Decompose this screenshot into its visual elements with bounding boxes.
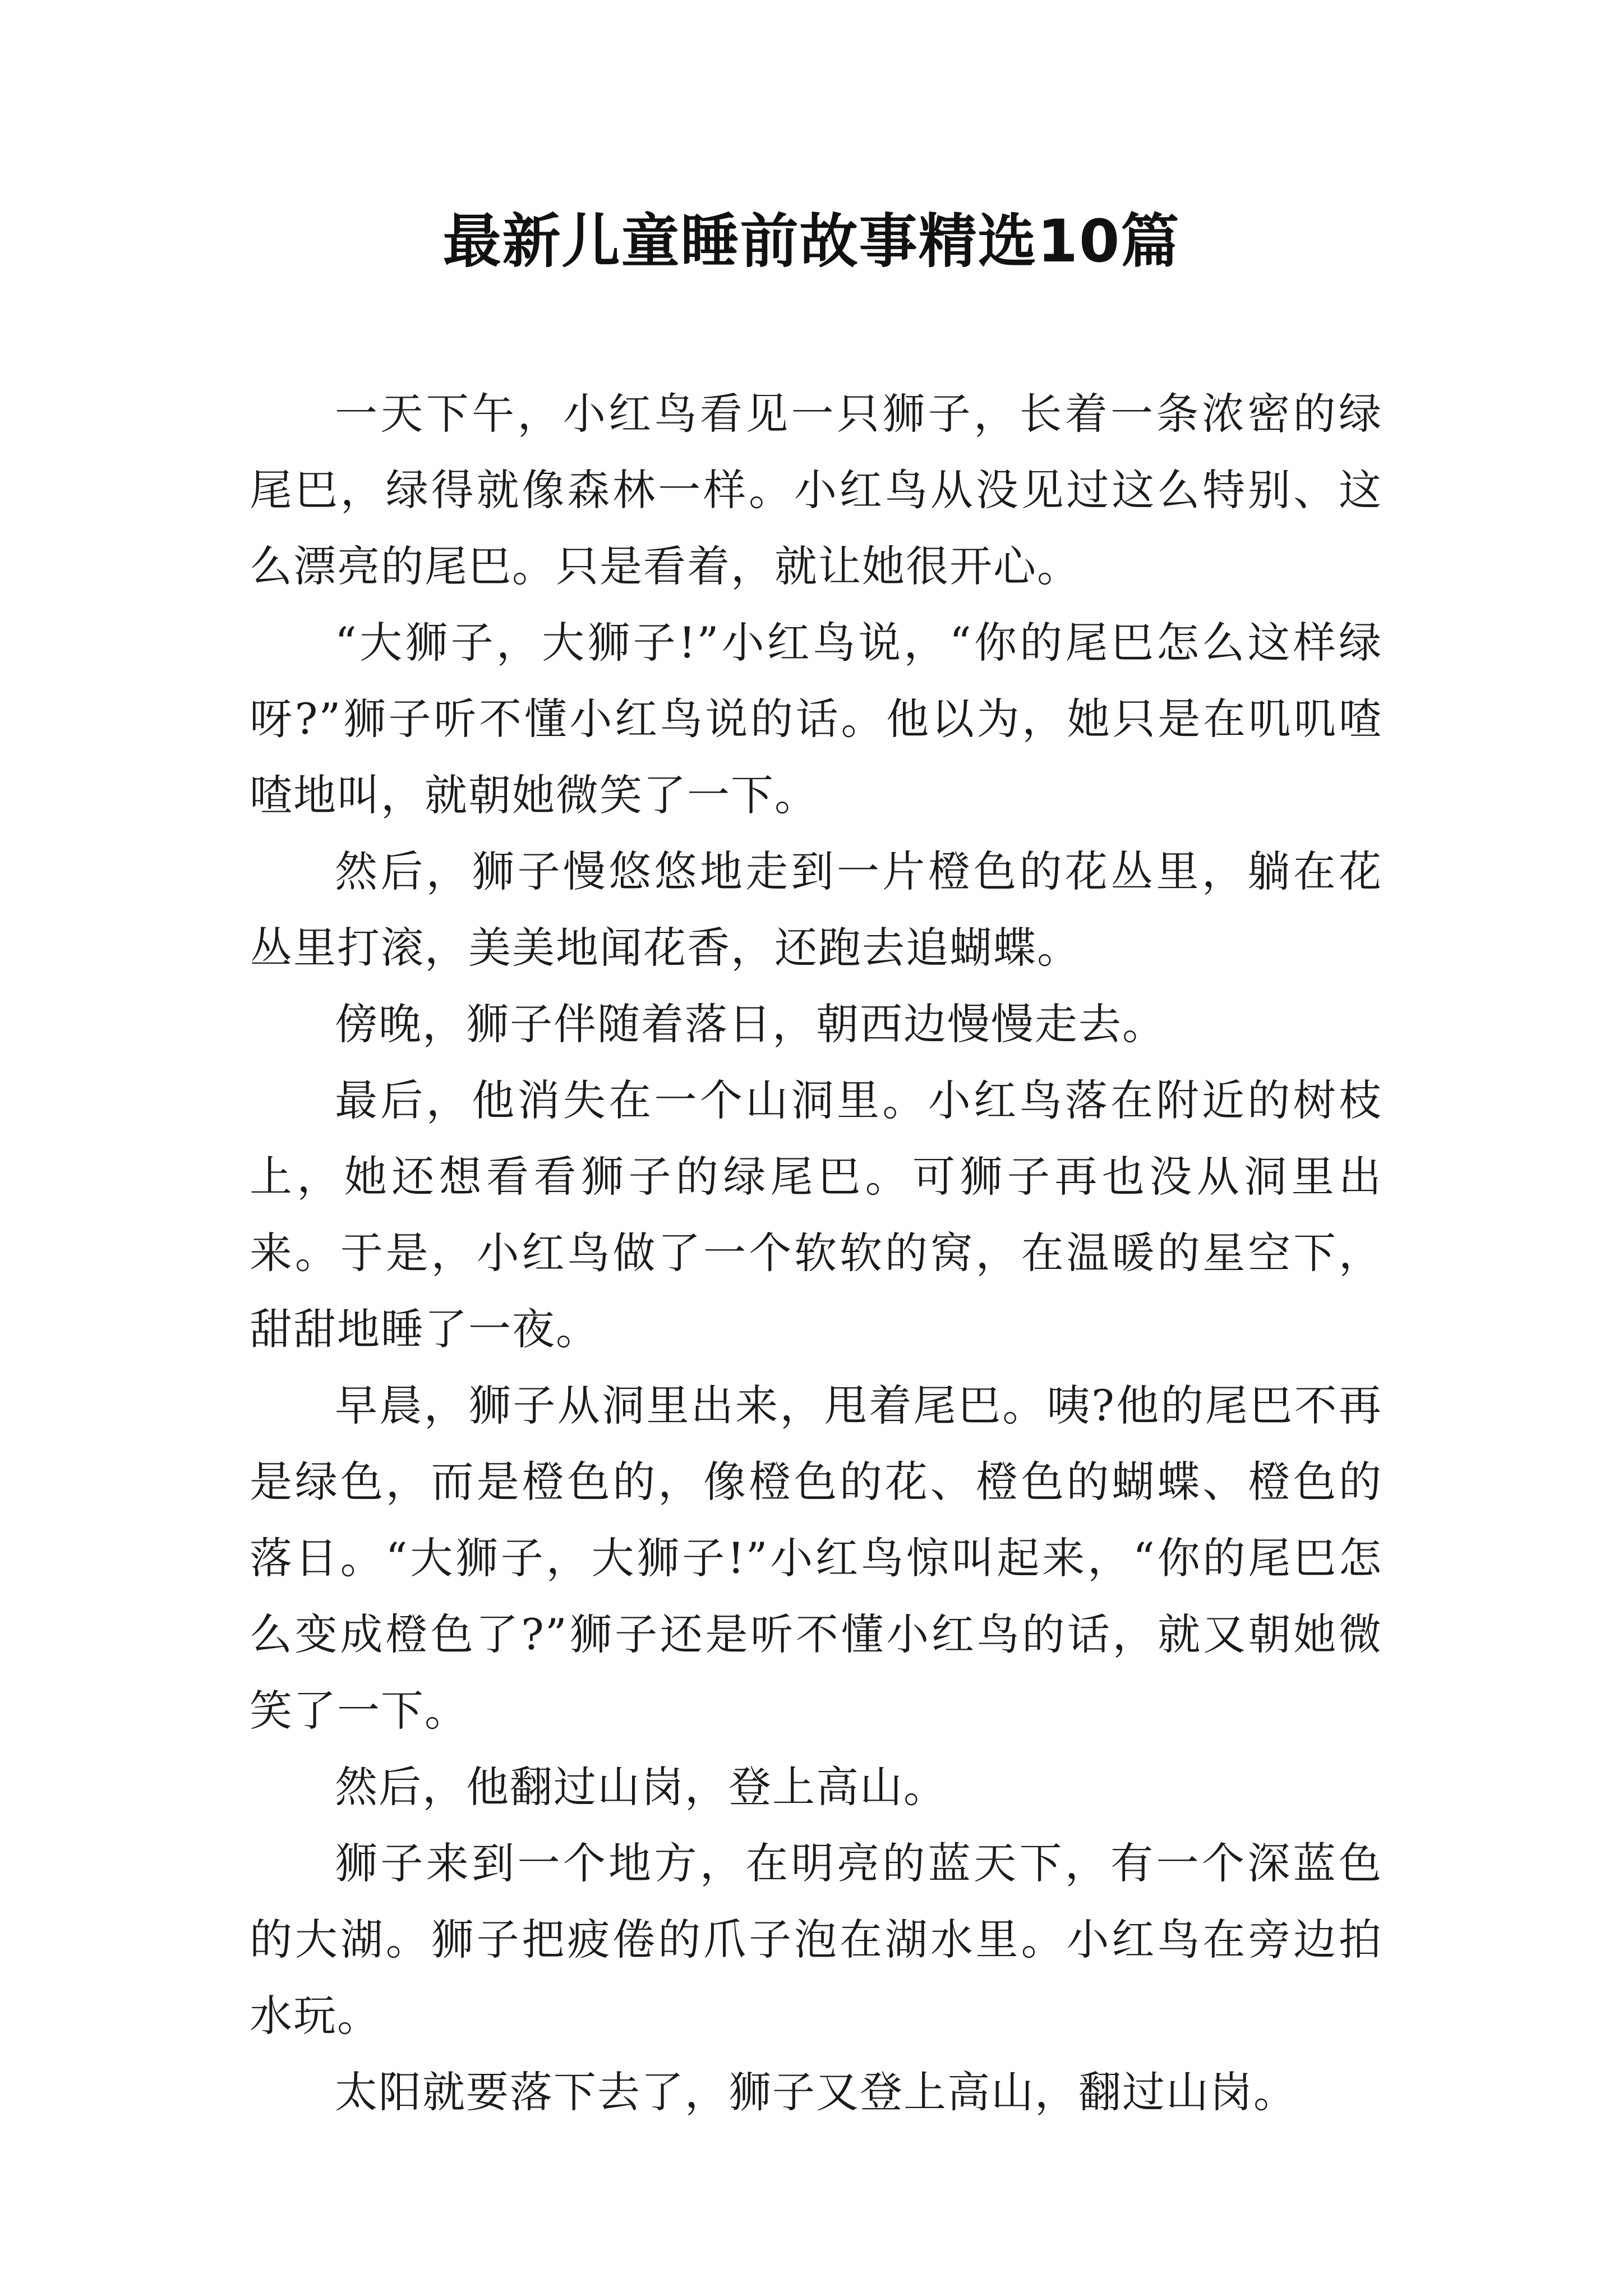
paragraph: 早晨，狮子从洞里出来，甩着尾巴。咦?他的尾巴不再是绿色，而是橙色的，像橙色的花、橙色的蝴蝶、橙色的落日。“大狮子，大狮子!”小红鸟惊叫起来，“你的尾巴怎么变成橙色了?”狮子还是听不懂小红鸟的话，就又朝她微笑了一下。: [250, 1381, 1382, 1736]
document-title: 最新儿童睡前故事精选10篇: [442, 207, 1181, 275]
paragraph: 最后，他消失在一个山洞里。小红鸟落在附近的树枝上，她还想看看狮子的绿尾巴。可狮子再也没从洞里出来。于是，小红鸟做了一个软软的窝，在温暖的星空下，甜甜地睡了一夜。: [250, 1075, 1382, 1354]
paragraph: 一天下午，小红鸟看见一只狮子，长着一条浓密的绿尾巴，绿得就像森林一样。小红鸟从没见过这么特别、这么漂亮的尾巴。只是看着，就让她很开心。: [250, 389, 1382, 591]
paragraph: 然后，狮子慢悠悠地走到一片橙色的花丛里，躺在花丛里打滚，美美地闻花香，还跑去追蝴蝶。: [250, 846, 1382, 973]
paragraph: 然后，他翻过山岗，登上高山。: [335, 1762, 947, 1812]
paragraph: “大狮子，大狮子!”小红鸟说，“你的尾巴怎么这样绿呀?”狮子听不懂小红鸟说的话。他以为，她只是在叽叽喳喳地叫，就朝她微笑了一下。: [250, 618, 1382, 820]
paragraph: 太阳就要落下去了，狮子又登上高山，翻过山岗。: [335, 2067, 1297, 2117]
paragraph: 狮子来到一个地方，在明亮的蓝天下，有一个深蓝色的大湖。狮子把疲倦的爪子泡在湖水里。小红鸟在旁边拍水玩。: [250, 1838, 1382, 2041]
paragraph: 傍晚，狮子伴随着落日，朝西边慢慢走去。: [335, 999, 1166, 1049]
document-body: [250, 376, 1382, 2131]
